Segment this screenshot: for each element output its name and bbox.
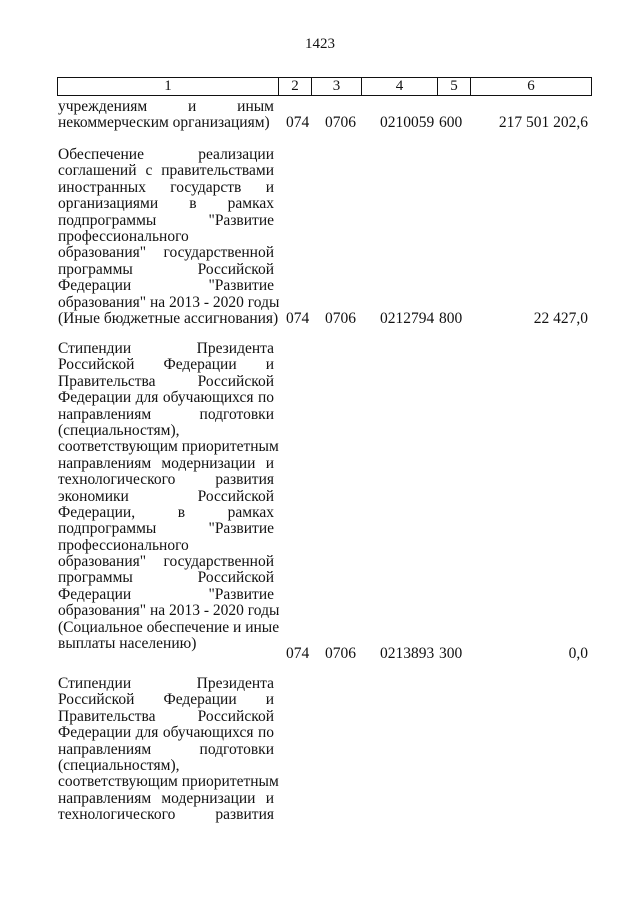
description-line: учреждениям и иным: [58, 98, 274, 115]
description-line: образования" государственной: [58, 244, 274, 262]
description-line: направлениям подготовки: [58, 740, 274, 758]
row-description: [58, 146, 280, 327]
description-line: выплаты населению): [58, 635, 197, 653]
description-line: направлениям подготовки: [58, 405, 274, 423]
description-line: Правительства Российской: [58, 372, 274, 390]
row-description: [58, 340, 280, 653]
table-header: [57, 77, 592, 96]
description-line: иностранных государств и: [58, 178, 274, 196]
cell-amount: 217 501 202,6: [498, 114, 588, 131]
description-line: Федерации для обучающихся по: [58, 389, 274, 407]
cell-amount: 0,0: [568, 645, 588, 662]
description-line: образования" на 2013 - 2020 годы: [58, 293, 280, 311]
description-line: экономики Российской: [58, 487, 274, 505]
cell-expense-type: 600: [439, 114, 463, 131]
description-line: Стипендии Президента: [58, 675, 274, 692]
description-line: профессионального: [58, 536, 189, 554]
description-line: образования" на 2013 - 2020 годы: [58, 602, 280, 620]
description-line: (специальностям),: [58, 756, 180, 774]
cell-amount: 22 427,0: [533, 310, 588, 327]
cell-section-code: 0706: [325, 114, 356, 131]
description-line: Стипендии Президента: [58, 340, 274, 357]
row-description: [58, 675, 279, 824]
description-line: образования" государственной: [58, 553, 274, 571]
header-col-6: 6: [471, 78, 592, 95]
description-line: Федерации, в рамках: [58, 503, 274, 521]
description-line: программы Российской: [58, 569, 274, 587]
description-line: подпрограммы "Развитие: [58, 211, 274, 229]
cell-target-code: 0210059: [380, 114, 435, 131]
cell-ministry-code: 074: [286, 310, 310, 327]
cell-ministry-code: 074: [286, 645, 310, 662]
cell-expense-type: 300: [439, 645, 463, 662]
description-line: соглашений с правительствами: [58, 162, 274, 180]
description-line: (специальностям),: [58, 421, 180, 439]
description-line: профессионального: [58, 227, 189, 245]
cell-section-code: 0706: [325, 645, 356, 662]
description-line: подпрограммы "Развитие: [58, 520, 274, 538]
cell-target-code: 0212794: [380, 310, 435, 327]
header-col-3: 3: [312, 78, 362, 95]
header-col-4: 4: [362, 78, 438, 95]
description-line: Обеспечение реализации: [58, 146, 274, 163]
header-col-1: 1: [58, 78, 279, 95]
description-line: (Социальное обеспечение и иные: [58, 618, 280, 636]
description-line: Российской Федерации и: [58, 356, 274, 374]
description-line: Федерации для обучающихся по: [58, 724, 274, 742]
description-line: Федерации "Развитие: [58, 277, 274, 295]
description-line: Правительства Российской: [58, 707, 274, 725]
description-line: соответствующим приоритетным: [58, 438, 279, 456]
cell-expense-type: 800: [439, 310, 463, 327]
description-line: некоммерческим организациям): [58, 114, 270, 132]
row-description: [58, 99, 274, 132]
description-line: соответствующим приоритетным: [58, 773, 279, 791]
description-line: Федерации "Развитие: [58, 585, 274, 603]
cell-ministry-code: 074: [286, 114, 310, 131]
description-line: направлениям модернизации и: [58, 789, 274, 807]
header-col-2: 2: [279, 78, 312, 95]
description-line: технологического развития: [58, 471, 274, 489]
description-line: (Иные бюджетные ассигнования): [58, 309, 279, 327]
description-line: программы Российской: [58, 260, 274, 278]
description-line: направлениям модернизации и: [58, 454, 274, 472]
description-line: организациями в рамках: [58, 195, 274, 213]
description-line: Российской Федерации и: [58, 691, 274, 709]
cell-target-code: 0213893: [380, 645, 435, 662]
description-line: технологического развития: [58, 806, 274, 824]
cell-section-code: 0706: [325, 310, 356, 327]
header-col-5: 5: [438, 78, 471, 95]
page-number: 1423: [305, 36, 335, 52]
